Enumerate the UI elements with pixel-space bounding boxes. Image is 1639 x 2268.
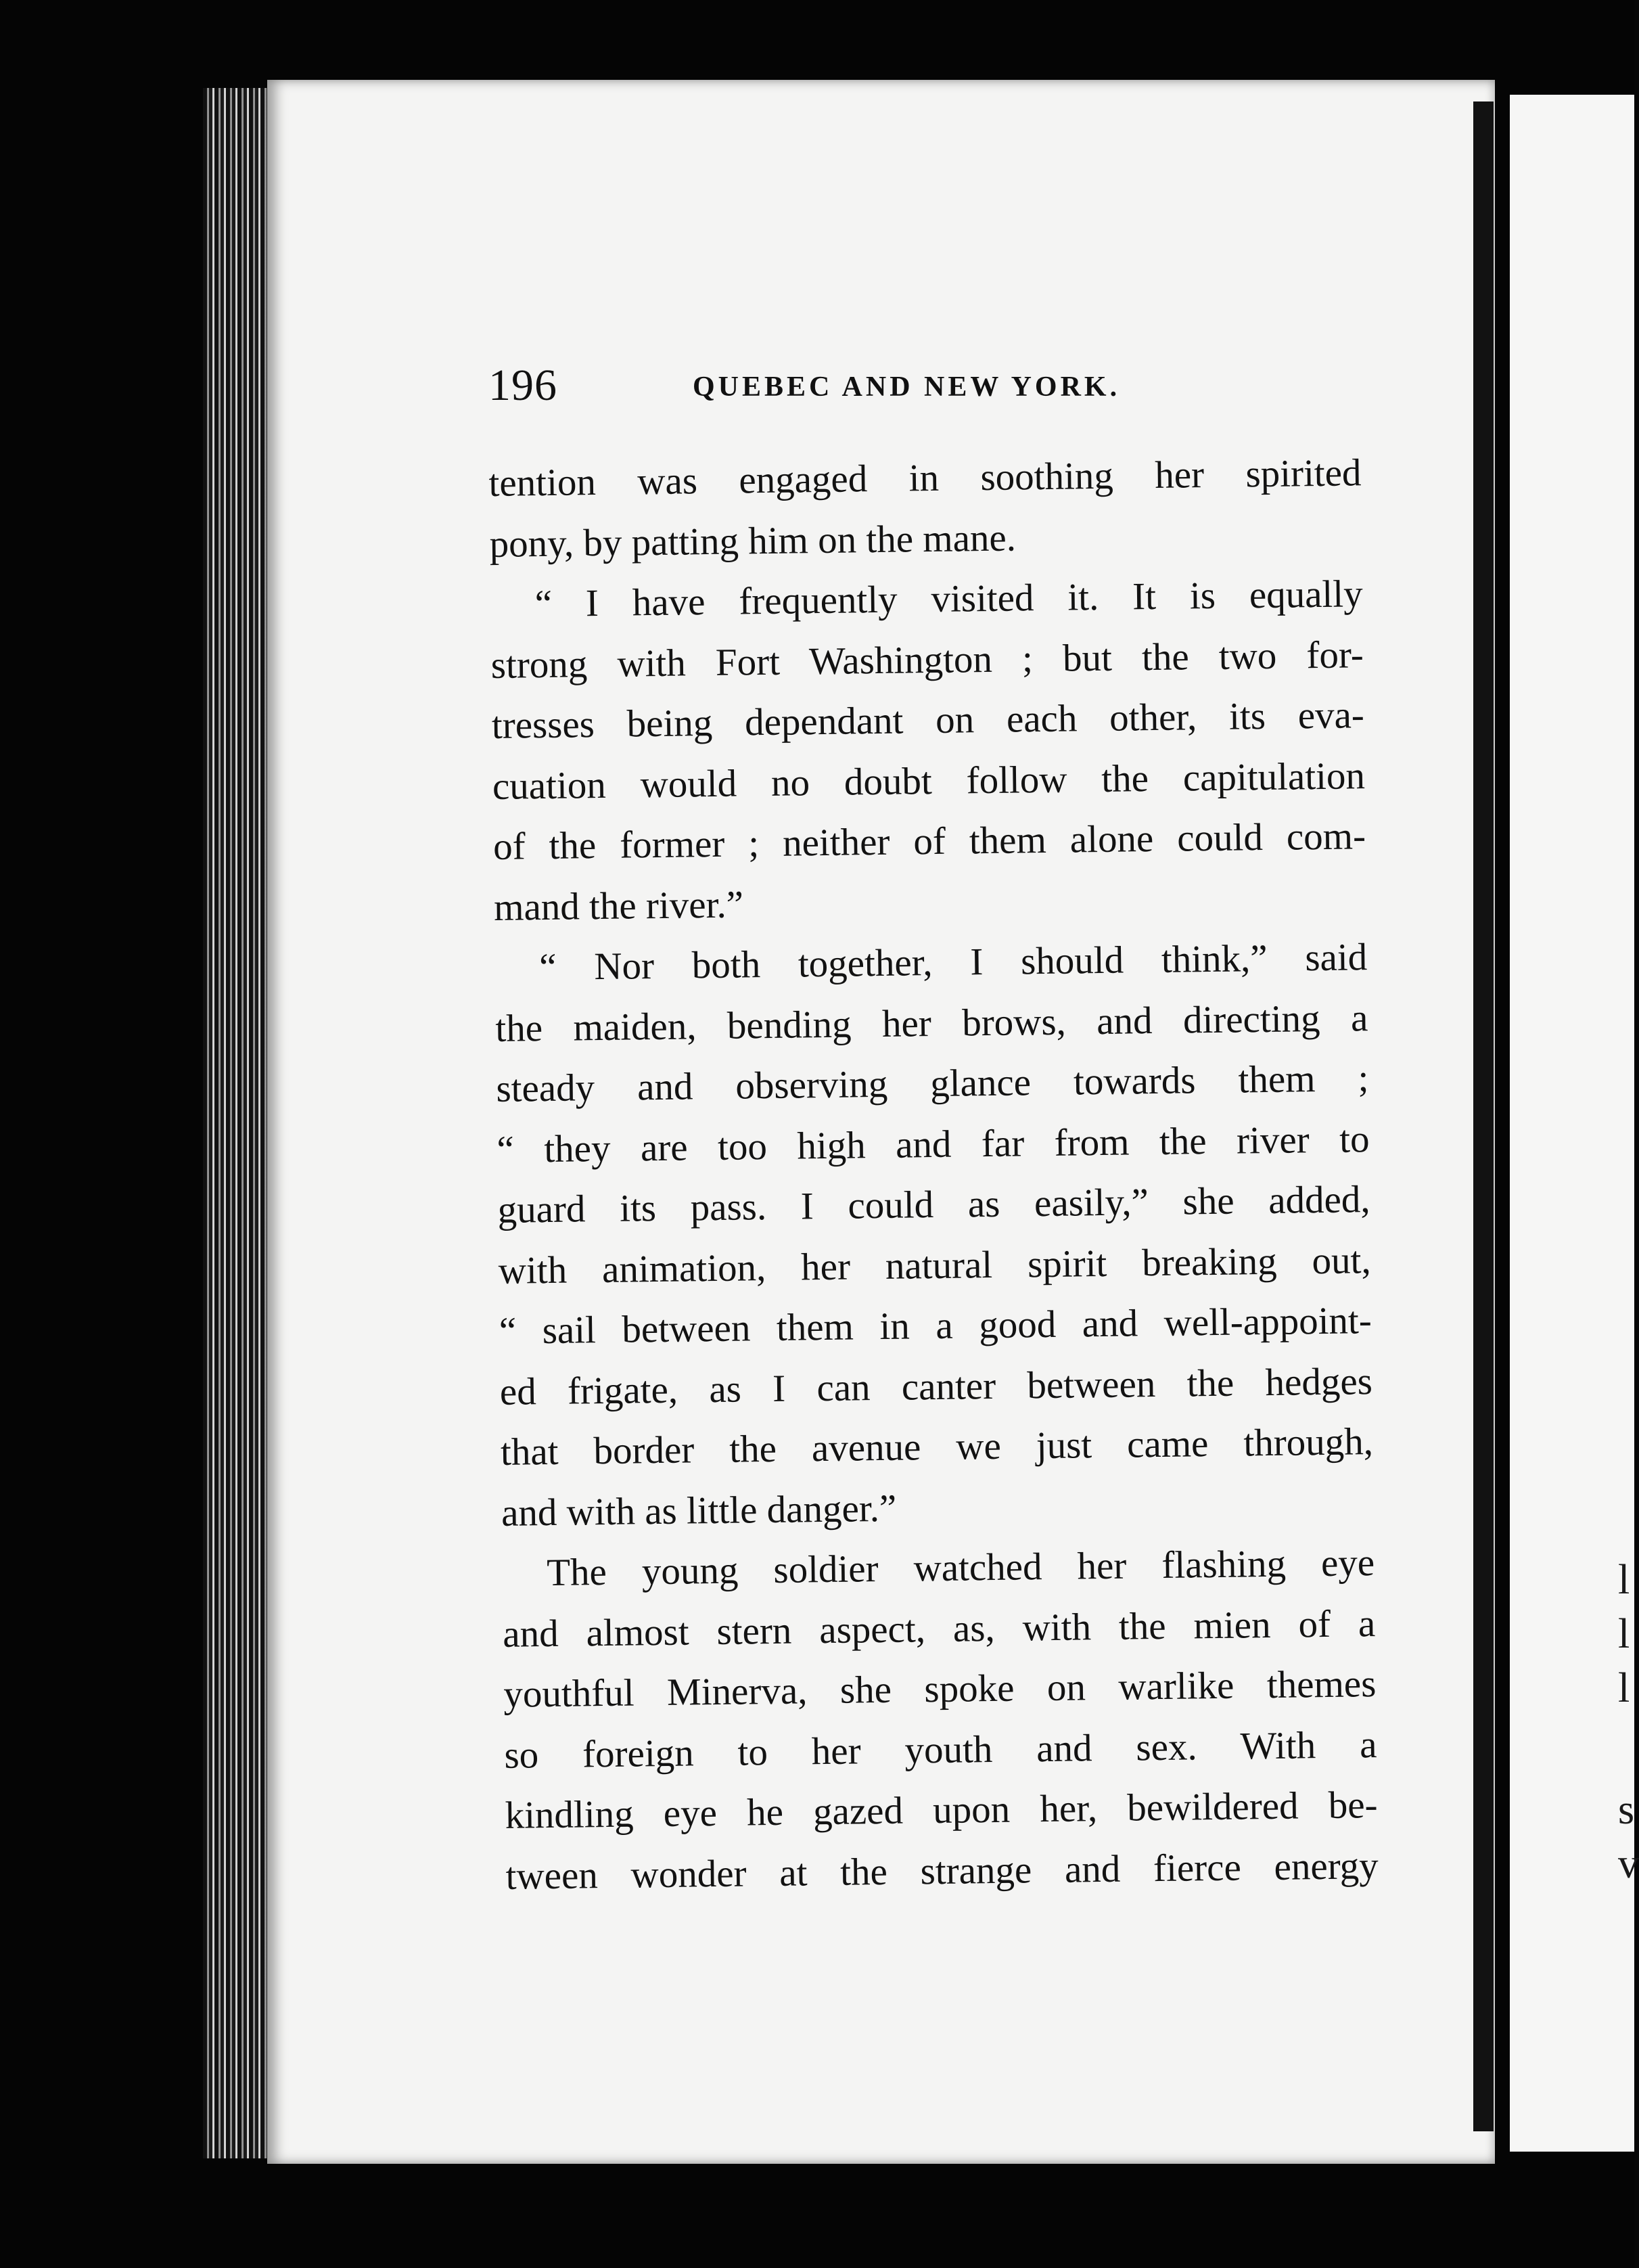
text-line: mand the river.” <box>493 882 744 929</box>
text-line: “ I have frequently visited it. It is equally <box>534 572 1364 626</box>
page-header <box>488 352 1368 413</box>
text-line: tween wonder at the strange and fierce energy <box>505 1844 1379 1898</box>
facing-page-fragment: l <box>1618 1557 1630 1603</box>
text-line: that border the avenue we just came through, <box>500 1420 1374 1474</box>
text-line: and almost stern aspect, as, with the mien of a <box>502 1602 1376 1656</box>
text-line: the maiden, bending her brows, and directing a <box>494 996 1368 1050</box>
text-line: strong with Fort Washington ; but the two for- <box>490 633 1364 687</box>
text-line: “ they are too high and far from the river to <box>497 1117 1370 1171</box>
facing-page-fragment: s <box>1618 1787 1635 1833</box>
facing-page-fragment: v <box>1618 1841 1639 1887</box>
text-line: “ sail between them in a good and well-appoint- <box>499 1299 1372 1353</box>
text-line: of the former ; neither of them alone could com- <box>492 815 1366 868</box>
text-line: tresses being dependant on each other, its eva- <box>491 694 1365 747</box>
text-line: so foreign to her youth and sex. With a <box>504 1723 1377 1777</box>
text-line: ed frigate, as I can canter between the hedges <box>499 1359 1373 1413</box>
text-line: youthful Minerva, she spoke on warlike themes <box>503 1662 1377 1716</box>
page-number: 196 <box>488 361 557 410</box>
text-line: tention was engaged in soothing her spirited <box>488 451 1362 505</box>
facing-page-fragment: l <box>1618 1611 1630 1657</box>
text-line: “ Nor both together, I should think,” said <box>538 936 1368 989</box>
text-line: pony, by patting him on the mane. <box>489 516 1017 566</box>
page-gutter <box>1473 101 1494 2131</box>
text-line: kindling eye he gazed upon her, bewildered be- <box>505 1784 1378 1837</box>
text-line: guard its pass. I could as easily,” she added, <box>497 1178 1370 1231</box>
facing-page <box>1510 95 1639 2152</box>
facing-page-fragment: l <box>1618 1665 1630 1711</box>
text-line: The young soldier watched her flashing eye <box>546 1541 1375 1595</box>
text-line: cuation would no doubt follow the capitulation <box>492 754 1366 808</box>
text-line: with animation, her natural spirit breaking out, <box>498 1238 1372 1292</box>
running-head: QUEBEC AND NEW YORK. <box>693 371 1121 403</box>
text-line: steady and observing glance towards them ; <box>496 1057 1369 1110</box>
text-line: and with as little danger.” <box>501 1487 897 1535</box>
